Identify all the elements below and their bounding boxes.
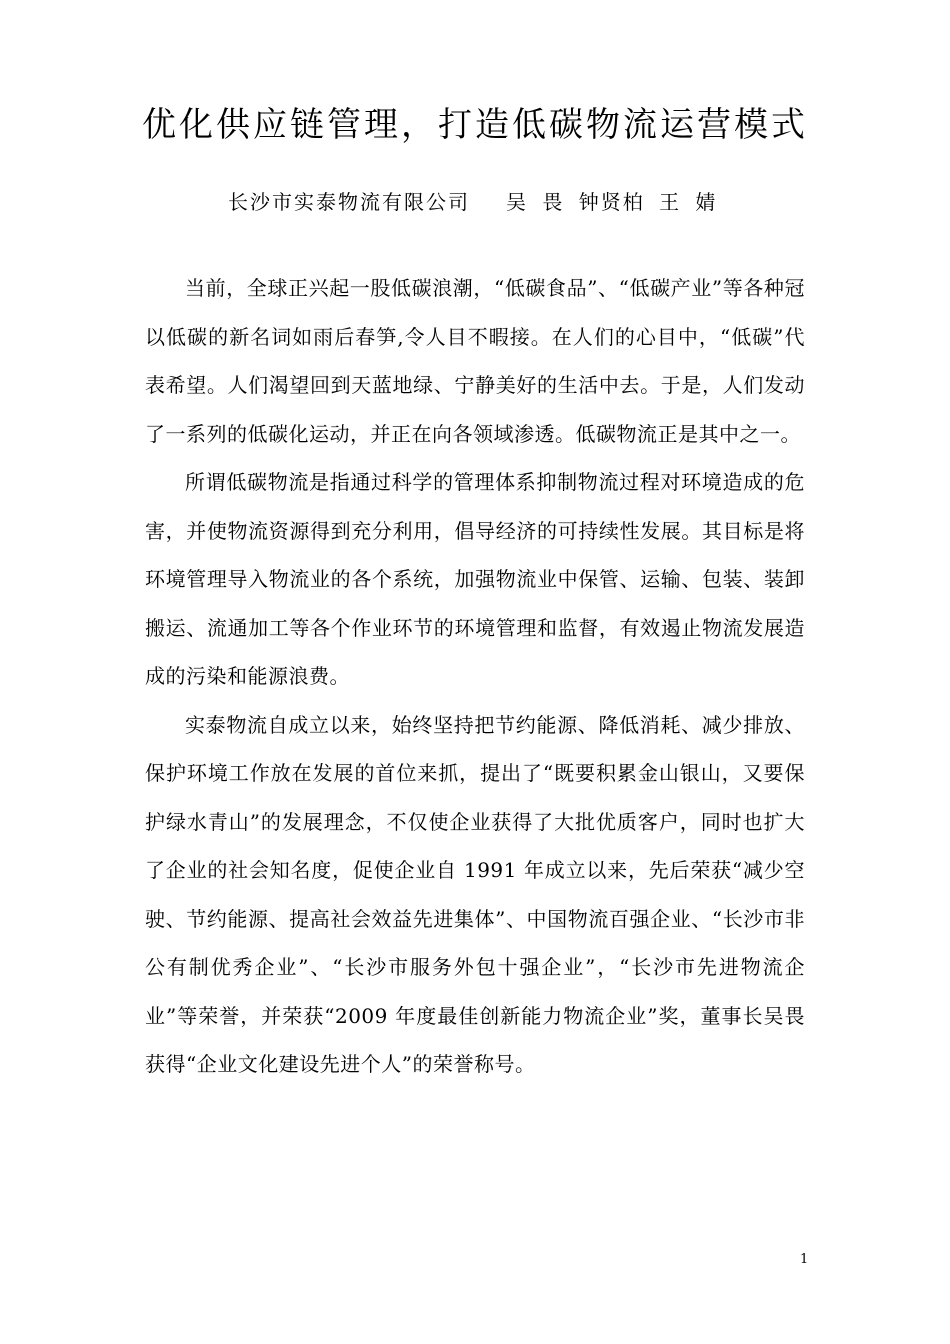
byline-organization: 长沙市实泰物流有限公司 bbox=[228, 190, 470, 214]
document-body bbox=[145, 264, 805, 1089]
page-number: 1 bbox=[800, 1252, 809, 1267]
byline bbox=[228, 186, 717, 218]
byline-authors: 吴 畏 钟贤柏 王 婧 bbox=[506, 190, 718, 214]
document-title: 优化供应链管理，打造低碳物流运营模式 bbox=[142, 105, 808, 145]
paragraph-3: 实泰物流自成立以来，始终坚持把节约能源、降低消耗、减少排放、保护环境工作放在发展的首位来抓，提出了“既要积累金山银山，又要保护绿水青山”的发展理念，不仅使企业获得了大批优质客户，同时也扩大了企业的社会知名度，促使企业自 1991 年成立以来，先后荣获“减少空驶、节约能源、提高社会效益先进集体”、中国物流百强企业、“长沙市非公有制优秀企业”、“长沙市服务外包十强企业”，“长沙市先进物流企业”等荣誉，并荣获“2009 年度最佳创新能力物流企业”奖，董事长吴畏获得“企业文化建设先进个人”的荣誉称号。 bbox=[145, 712, 805, 1076]
paragraph-1: 当前，全球正兴起一股低碳浪潮，“低碳食品”、“低碳产业”等各种冠以低碳的新名词如雨后春笋,令人目不暇接。在人们的心目中，“低碳”代表希望。人们渴望回到天蓝地绿、宁静美好的生活中去。于是，人们发动了一系列的低碳化运动，并正在向各领域渗透。低碳物流正是其中之一。 bbox=[145, 276, 805, 446]
paragraph-2: 所谓低碳物流是指通过科学的管理体系抑制物流过程对环境造成的危害，并使物流资源得到充分利用，倡导经济的可持续性发展。其目标是将环境管理导入物流业的各个系统，加强物流业中保管、运输、包装、装卸搬运、流通加工等各个作业环节的环境管理和监督，有效遏止物流发展造成的污染和能源浪费。 bbox=[145, 470, 805, 688]
